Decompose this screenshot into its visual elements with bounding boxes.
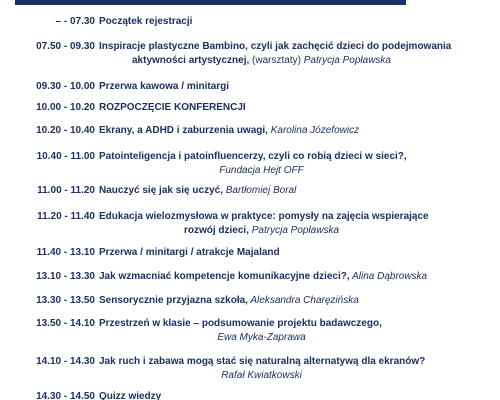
agenda-line <box>99 317 494 331</box>
agenda-line <box>99 184 494 198</box>
agenda-time: 11.40 - 13.10 <box>36 247 95 258</box>
agenda-line <box>99 54 494 68</box>
agenda-time: 09.30 - 10.00 <box>36 81 95 92</box>
agenda-content <box>99 390 494 400</box>
agenda-speaker: Patrycja Popławska <box>248 225 340 236</box>
agenda-time: 14.30 - 14.50 <box>36 391 95 400</box>
agenda-content <box>99 294 494 308</box>
agenda-title: Przerwa / minitargi / atrakcje Majaland <box>99 247 280 258</box>
agenda-speaker: Aleksandra Charęzińska <box>247 295 359 306</box>
agenda-time: 11.20 - 11.40 <box>37 211 95 222</box>
agenda-title: Ekrany, a ADHD i zaburzenia uwagi, <box>99 125 268 136</box>
agenda-title: Jak wzmacniać kompetencje komunikacyjne dzieci?, <box>99 271 350 282</box>
agenda-speaker: Bartłomiej Boral <box>222 185 297 196</box>
agenda-time: 11.00 - 11.20 <box>37 185 95 196</box>
agenda-content <box>99 124 494 138</box>
agenda-line <box>99 369 494 383</box>
agenda-line <box>99 15 494 29</box>
agenda-title: Nauczyć się jak się uczyć, <box>99 185 223 196</box>
agenda-time: 10.00 - 10.20 <box>36 102 95 113</box>
agenda-line <box>99 101 494 115</box>
agenda-title: ROZPOCZĘCIE KONFERENCJI <box>99 102 246 113</box>
agenda-content <box>99 270 494 284</box>
agenda-time: – - 07.30 <box>55 16 95 27</box>
agenda-title: Inspiracje plastyczne Bambino, czyli jak zachęcić dzieci do podejmowania <box>99 41 452 52</box>
agenda-title: Quizz wiedzy <box>99 391 162 400</box>
agenda-line <box>99 294 494 308</box>
agenda-time: 10.40 - 11.00 <box>36 151 95 162</box>
agenda-line <box>99 150 494 164</box>
agenda-title: Przerwa kawowa / minitargi <box>99 81 230 92</box>
agenda-content <box>99 80 494 94</box>
agenda-speaker: Alina Dąbrowska <box>349 271 428 282</box>
agenda-time: 10.20 - 10.40 <box>36 125 95 136</box>
agenda-line <box>99 355 494 369</box>
top-bar <box>15 0 406 5</box>
agenda-title-continued: rozwój dzieci, <box>183 225 249 236</box>
agenda-title: Edukacja wielozmysłowa w praktyce: pomysły na zajęcia wspierające <box>99 211 429 222</box>
agenda-time: 07.50 - 09.30 <box>36 41 95 52</box>
agenda-line <box>99 164 494 178</box>
agenda-note: (warsztaty) <box>249 55 301 66</box>
agenda-time: 13.30 - 13.50 <box>36 295 95 306</box>
agenda-time: 13.50 - 14.10 <box>36 318 95 329</box>
agenda-speaker: Fundacja Hejt OFF <box>219 165 304 176</box>
agenda-content <box>99 317 494 345</box>
agenda-content <box>99 40 494 68</box>
agenda-speaker: Patrycja Popławska <box>300 55 391 66</box>
agenda-line <box>99 124 494 138</box>
agenda-content <box>99 150 494 178</box>
agenda-line <box>99 224 494 238</box>
agenda-content <box>99 15 494 29</box>
agenda-time: 14.10 - 14.30 <box>36 356 95 367</box>
agenda-speaker: Rafał Kwiatkowski <box>221 370 302 381</box>
agenda-speaker: Ewa Myka-Zaprawa <box>217 332 306 343</box>
agenda-title: Patointeligencja i patoinfluencerzy, czyli co robią dzieci w sieci?, <box>99 151 407 162</box>
agenda-title-continued: aktywności artystycznej, <box>132 55 250 66</box>
agenda-content <box>99 246 494 260</box>
agenda-content <box>99 210 494 238</box>
agenda-title: Początek rejestracji <box>99 16 193 27</box>
agenda-time: 13.10 - 13.30 <box>36 271 95 282</box>
agenda-content <box>99 101 494 115</box>
agenda-title: Jak ruch i zabawa mogą stać się naturalną alternatywą dla ekranów? <box>99 356 426 367</box>
agenda-speaker: Karolina Józefowicz <box>267 125 360 136</box>
agenda-line <box>99 80 494 94</box>
agenda-line <box>99 40 494 54</box>
agenda-line <box>99 390 494 400</box>
agenda-title: Sensorycznie przyjazna szkoła, <box>99 295 248 306</box>
agenda-content <box>99 184 494 198</box>
agenda-content <box>99 355 494 383</box>
agenda-line <box>99 246 494 260</box>
agenda-line <box>99 331 494 345</box>
agenda-title: Przestrzeń w klasie – podsumowanie projektu badawczego, <box>99 318 382 329</box>
agenda-line <box>99 270 494 284</box>
agenda-line <box>99 210 494 224</box>
